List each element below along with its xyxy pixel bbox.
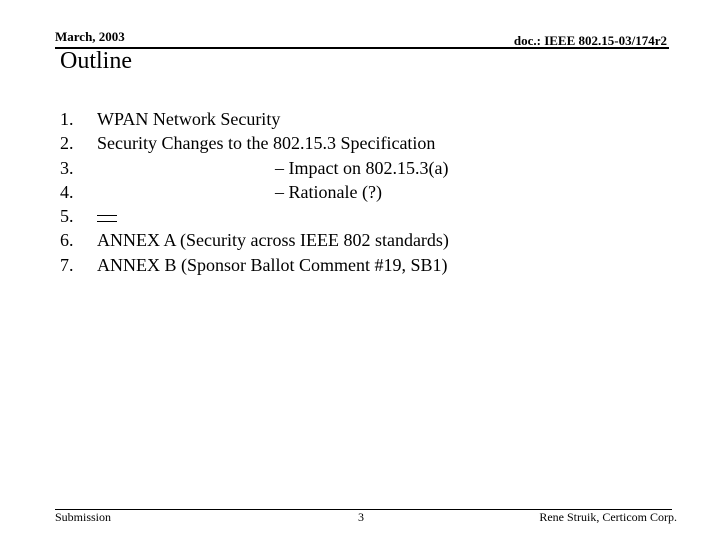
item-number: 7. (60, 254, 74, 275)
list-item (60, 180, 660, 204)
item-number: 5. (60, 206, 74, 227)
item-number: 3. (60, 157, 74, 178)
list-item (60, 253, 660, 277)
list-item (60, 228, 660, 252)
footer-submission: Submission (55, 510, 112, 524)
item-text: – Rationale (?) (275, 181, 382, 202)
item-number: 1. (60, 109, 74, 129)
item-text: – Impact on 802.15.3(a) (275, 157, 449, 178)
item-text: ANNEX A (Security across IEEE 802 standards) (97, 230, 449, 251)
footer-author: Rene Struik, Certicom Corp. (539, 510, 677, 524)
header-rule (55, 47, 669, 49)
footer-page-number: 3 (358, 510, 364, 524)
header-date: March, 2003 (55, 29, 125, 44)
list-item (60, 107, 660, 131)
list-item (60, 156, 660, 180)
item-number: 2. (60, 133, 74, 154)
item-text: ANNEX B (Sponsor Ballot Comment #19, SB1) (97, 254, 448, 275)
slide-title: Outline (60, 48, 132, 74)
item-number: 4. (60, 181, 74, 202)
double-dash-glyph (97, 204, 117, 228)
list-item (60, 204, 660, 228)
outline-list (60, 107, 660, 277)
item-number: 6. (60, 230, 74, 251)
list-item (60, 131, 660, 155)
item-text: Security Changes to the 802.15.3 Specification (97, 133, 436, 154)
item-text: WPAN Network Security (97, 109, 281, 129)
header-doc-id: doc.: IEEE 802.15-03/174r2 (513, 33, 667, 48)
